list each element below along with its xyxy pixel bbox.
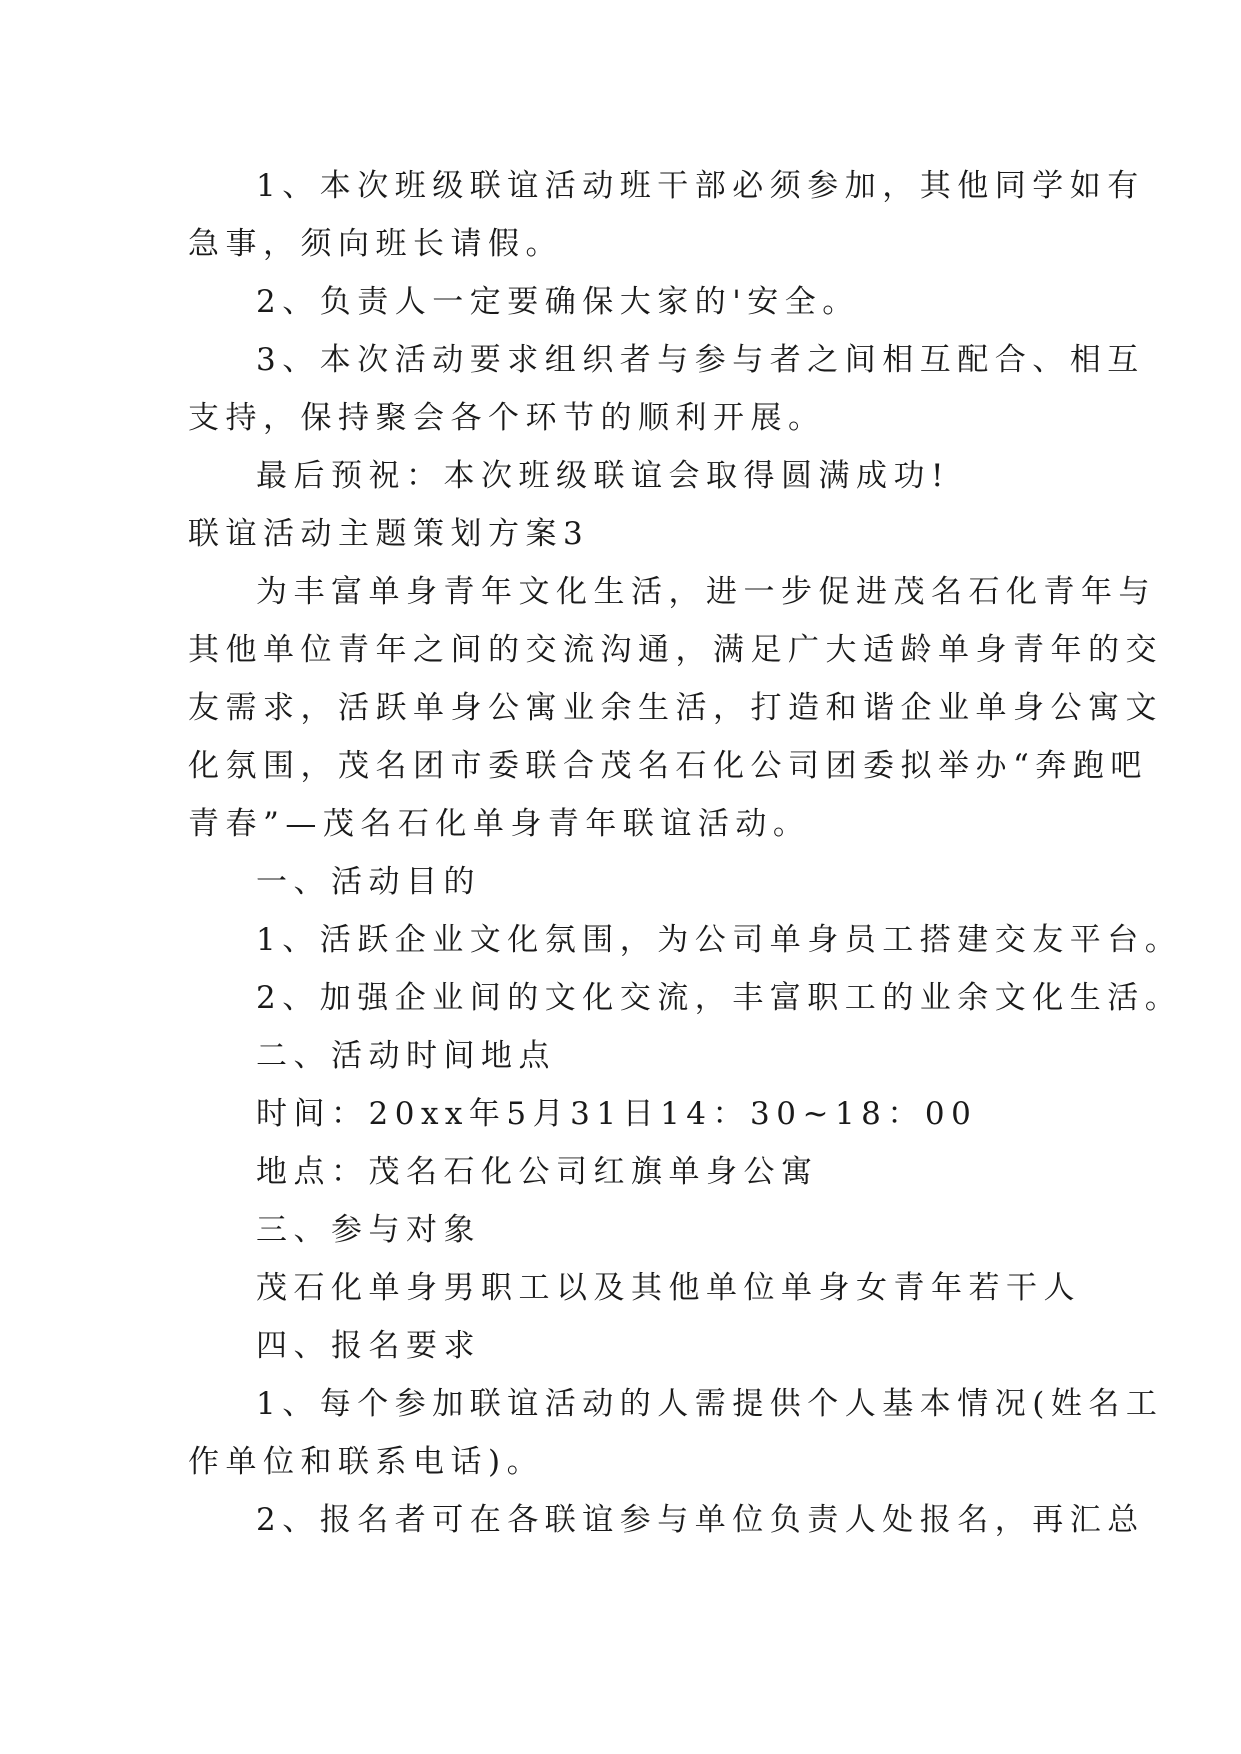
- paragraph-line: 最后预祝：本次班级联谊会取得圆满成功!: [256, 458, 950, 494]
- paragraph-line: 1、每个参加联谊活动的人需提供个人基本情况(姓名工: [256, 1386, 1164, 1422]
- paragraph-line: 2、报名者可在各联谊参与单位负责人处报名，再汇总: [256, 1502, 1145, 1538]
- paragraph-line: 2、负责人一定要确保大家的'安全。: [256, 284, 860, 320]
- section-heading: 一、活动目的: [256, 864, 481, 900]
- section-heading: 三、参与对象: [256, 1212, 481, 1248]
- paragraph-line: 为丰富单身青年文化生活，进一步促进茂名石化青年与: [256, 574, 1156, 610]
- paragraph-line: 支持，保持聚会各个环节的顺利开展。: [188, 400, 826, 436]
- paragraph-line: 时间：20xx年5月31日14：30~18：00: [256, 1096, 978, 1132]
- paragraph-line: 地点：茂名石化公司红旗单身公寓: [256, 1154, 819, 1190]
- paragraph-line: 3、本次活动要求组织者与参与者之间相互配合、相互: [256, 342, 1145, 378]
- paragraph-line: 1、活跃企业文化氛围，为公司单身员工搭建交友平台。: [256, 922, 1183, 958]
- paragraph-line: 化氛围，茂名团市委联合茂名石化公司团委拟举办“奔跑吧: [188, 748, 1148, 784]
- section-heading: 二、活动时间地点: [256, 1038, 556, 1074]
- paragraph-line: 青春”—茂名石化单身青年联谊活动。: [188, 806, 811, 842]
- paragraph-line: 2、加强企业间的文化交流，丰富职工的业余文化生活。: [256, 980, 1183, 1016]
- paragraph-line: 作单位和联系电话)。: [188, 1444, 545, 1480]
- section-heading: 四、报名要求: [256, 1328, 481, 1364]
- paragraph-line: 其他单位青年之间的交流沟通，满足广大适龄单身青年的交: [188, 632, 1163, 668]
- paragraph-line: 茂石化单身男职工以及其他单位单身女青年若干人: [256, 1270, 1081, 1306]
- paragraph-line: 1、本次班级联谊活动班干部必须参加，其他同学如有: [256, 168, 1145, 204]
- paragraph-line: 友需求，活跃单身公寓业余生活，打造和谐企业单身公寓文: [188, 690, 1163, 726]
- section-title: 联谊活动主题策划方案3: [188, 516, 590, 552]
- paragraph-line: 急事，须向班长请假。: [188, 226, 563, 262]
